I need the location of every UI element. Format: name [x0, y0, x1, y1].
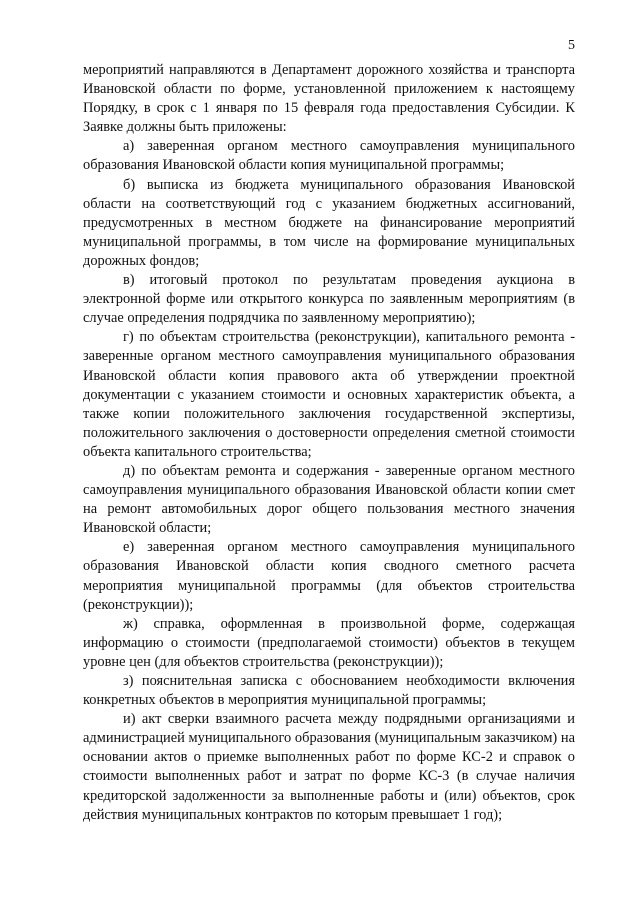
paragraph-item-zh: ж) справка, оформленная в произвольной форме, содержащая информацию о стоимости (предполагаемой стоимости) объектов в текущем уровне цен (для объектов строительства (реконструкции));: [83, 615, 575, 670]
paragraph-item-v: в) итоговый протокол по результатам проведения аукциона в электронной форме или открытого конкурса по заявленным мероприятиям (в случае определения подрядчика по заявленному мероприятию);: [83, 272, 575, 327]
document-body: [83, 61, 575, 825]
paragraph-item-a: а) заверенная органом местного самоуправления муниципального образования Ивановской области копия муниципальной программы;: [83, 138, 575, 174]
paragraph-item-z: з) пояснительная записка с обоснованием необходимости включения конкретных объектов в мероприятия муниципальной программы;: [83, 673, 575, 709]
paragraph-item-b: б) выписка из бюджета муниципального образования Ивановской области на соответствующий год с указанием бюджетных ассигнований, предусмотренных в местном бюджете на финансирование мероприятий муниципальной программы, в том числе на формирование муниципальных дорожных фондов;: [83, 176, 575, 269]
paragraph-item-i: и) акт сверки взаимного расчета между подрядными организациями и администрацией муниципального образования (муниципальным заказчиком) на основании актов о приемке выполненных работ по форме КС-2 и справок о стоимости выполненных работ и затрат по форме КС-3 (в случае наличия кредиторской задолженности за выполненные работы и (или) объектов, срок действия муниципальных контрактов по которым превышает 1 год);: [83, 711, 575, 823]
page-number: 5: [568, 38, 575, 53]
paragraph-item-d: д) по объектам ремонта и содержания - заверенные органом местного самоуправления муниципального образования Ивановской области копии смет на ремонт автомобильных дорог общего пользования местного значения Ивановской области;: [83, 462, 575, 537]
paragraph-intro: мероприятий направляются в Департамент дорожного хозяйства и транспорта Ивановской области по форме, установленной приложением к настоящему Порядку, в срок с 1 января по 15 февраля года предоставления Субсидии. К Заявке должны быть приложены:: [83, 62, 575, 136]
paragraph-item-e: е) заверенная органом местного самоуправления муниципального образования Ивановской области копия сводного сметного расчета мероприятия муниципальной программы (для объектов строительства (реконструкции));: [83, 539, 575, 613]
paragraph-item-g: г) по объектам строительства (реконструкции), капитального ремонта - заверенные органом местного самоуправления муниципального образования Ивановской области копия правового акта об утверждении проектной документации с указанием стоимости и основных характеристик объекта, а также копии положительного заключения государственной экспертизы, положительного заключения о достоверности определения сметной стоимости объекта капитального строительства;: [83, 329, 575, 460]
